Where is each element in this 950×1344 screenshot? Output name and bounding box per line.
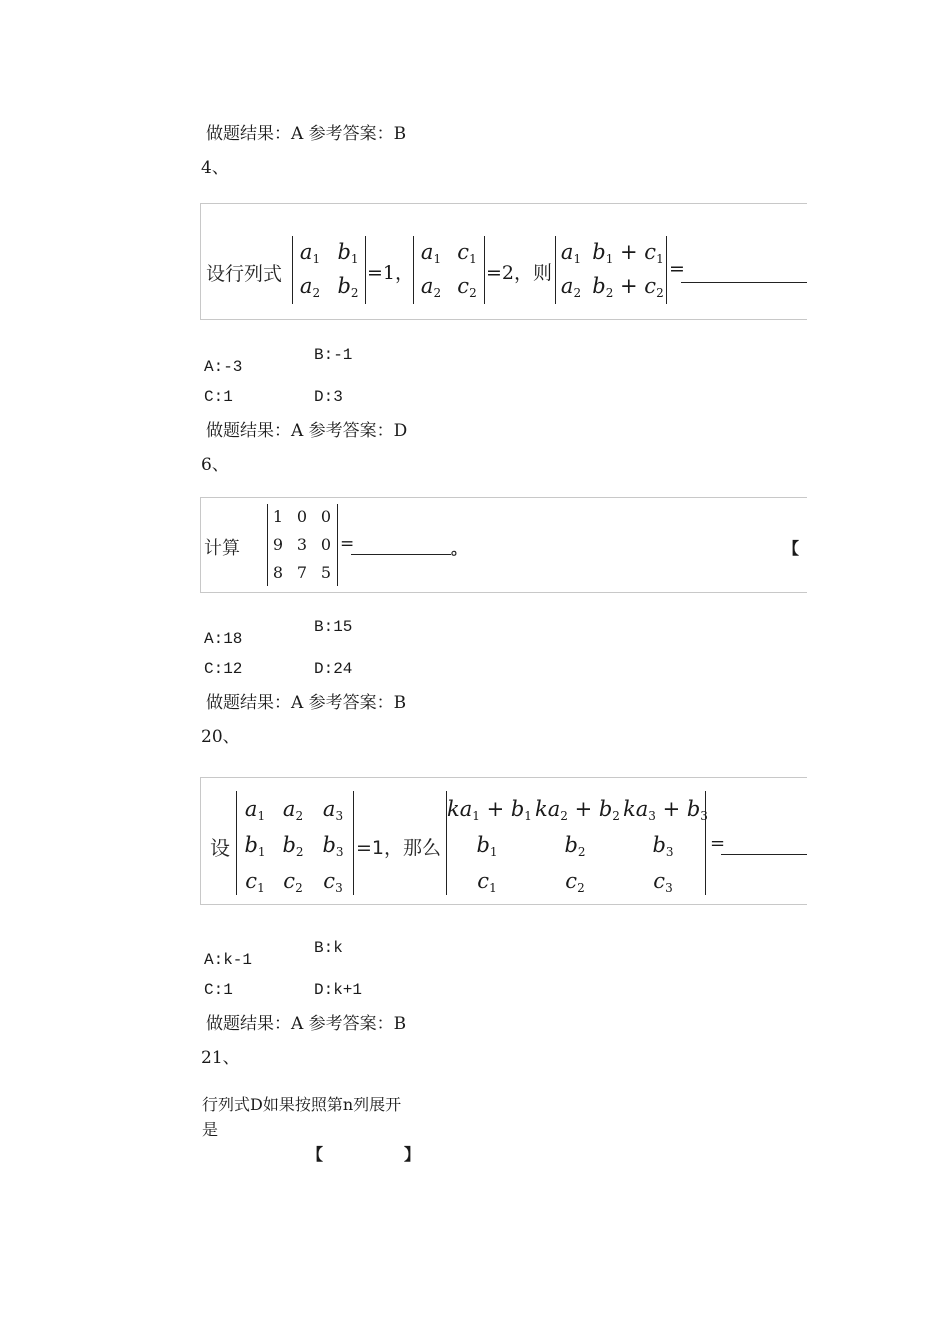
det-cell: 0: [320, 507, 332, 526]
det-cell: 7: [296, 563, 308, 582]
det-cell: $ka_2 + b_2$: [535, 797, 620, 823]
det-cell: 0: [320, 535, 332, 554]
det-cell: $b_3$: [322, 833, 344, 859]
result-line: 做题结果：A 参考答案：B: [206, 1014, 407, 1034]
question-number: 4、: [201, 158, 229, 178]
det-cell: $b_2 + c_2$: [592, 274, 664, 300]
det-cell: $b_2$: [282, 833, 304, 859]
det-cell: $ka_1 + b_1$: [447, 797, 532, 823]
question-number: 6、: [201, 455, 229, 475]
equation-text: =: [340, 534, 355, 554]
option-a: A:k-1: [204, 951, 253, 969]
det-cell: 0: [296, 507, 308, 526]
det-cell: $a_2$: [560, 274, 582, 300]
option-a: A:-3: [204, 358, 243, 376]
determinant: [413, 236, 485, 304]
option-c: C:12: [204, 660, 243, 678]
det-cell: $ka_3 + b_3$: [623, 797, 708, 823]
result-line: 做题结果：A 参考答案：B: [206, 124, 407, 144]
end-mark: 。: [451, 539, 468, 558]
result-line: 做题结果：A 参考答案：D: [206, 421, 408, 441]
det-cell: $a_1$: [560, 240, 582, 266]
det-cell: 5: [320, 563, 332, 582]
det-cell: $a_2$: [420, 274, 442, 300]
det-cell: $b_2$: [564, 833, 586, 859]
determinant: [292, 236, 366, 304]
equation-text: =1，那么: [356, 837, 442, 859]
det-cell: $b_1 + c_1$: [592, 240, 664, 266]
answer-blank: [351, 554, 451, 555]
question-text: 设: [210, 836, 230, 860]
option-c: C:1: [204, 388, 233, 406]
answer-bracket-open: 【: [307, 1145, 324, 1164]
question-image-box: [200, 777, 807, 905]
question-text: 计算: [204, 538, 240, 559]
det-cell: 8: [272, 563, 284, 582]
answer-bracket-close: 】: [404, 1145, 421, 1164]
option-a: A:18: [204, 630, 243, 648]
det-cell: $a_1$: [420, 240, 442, 266]
determinant: [446, 791, 706, 895]
option-b: B:k: [314, 939, 343, 957]
det-cell: $a_2$: [282, 797, 304, 823]
question-image-box: [200, 497, 807, 593]
determinant: [555, 236, 667, 304]
determinant: [267, 504, 338, 586]
option-d: D:24: [314, 660, 353, 678]
answer-blank: [681, 282, 807, 283]
det-cell: $c_3$: [323, 869, 343, 895]
det-cell: $c_2$: [565, 869, 585, 895]
option-b: B:15: [314, 618, 353, 636]
option-b: B:-1: [314, 346, 353, 364]
det-cell: $c_2$: [283, 869, 303, 895]
det-cell: $b_1$: [476, 833, 498, 859]
question-number: 20、: [201, 727, 240, 747]
option-d: D:k+1: [314, 981, 363, 999]
answer-blank: [721, 854, 807, 855]
det-cell: $a_1$: [244, 797, 266, 823]
det-cell: 3: [296, 535, 308, 554]
determinant: [236, 791, 354, 895]
question-image-box: [200, 203, 807, 320]
det-cell: $c_1$: [457, 240, 477, 266]
question-text: 设行列式: [206, 263, 283, 285]
det-cell: $b_3$: [652, 833, 674, 859]
det-cell: $b_1$: [244, 833, 266, 859]
option-c: C:1: [204, 981, 233, 999]
equation-text: =1，: [367, 262, 415, 284]
question-text: 行列式D如果按照第n列展开: [202, 1095, 402, 1114]
equation-text: =2，则: [486, 262, 553, 284]
det-cell: 1: [272, 507, 284, 526]
det-cell: $c_2$: [457, 274, 477, 300]
det-cell: $b_2$: [337, 274, 359, 300]
question-text-continued: 是: [202, 1120, 219, 1139]
det-cell: $c_1$: [245, 869, 265, 895]
det-cell: 9: [272, 535, 284, 554]
det-cell: $a_1$: [299, 240, 321, 266]
det-cell: $b_1$: [337, 240, 359, 266]
det-cell: $a_3$: [322, 797, 344, 823]
equation-text: =: [710, 833, 726, 854]
result-line: 做题结果：A 参考答案：B: [206, 693, 407, 713]
answer-bracket: 【: [783, 539, 800, 558]
det-cell: $a_2$: [299, 274, 321, 300]
det-cell: $c_1$: [477, 869, 497, 895]
question-number: 21、: [201, 1048, 240, 1068]
equation-text: =: [669, 258, 685, 280]
option-d: D:3: [314, 388, 343, 406]
det-cell: $c_3$: [653, 869, 673, 895]
